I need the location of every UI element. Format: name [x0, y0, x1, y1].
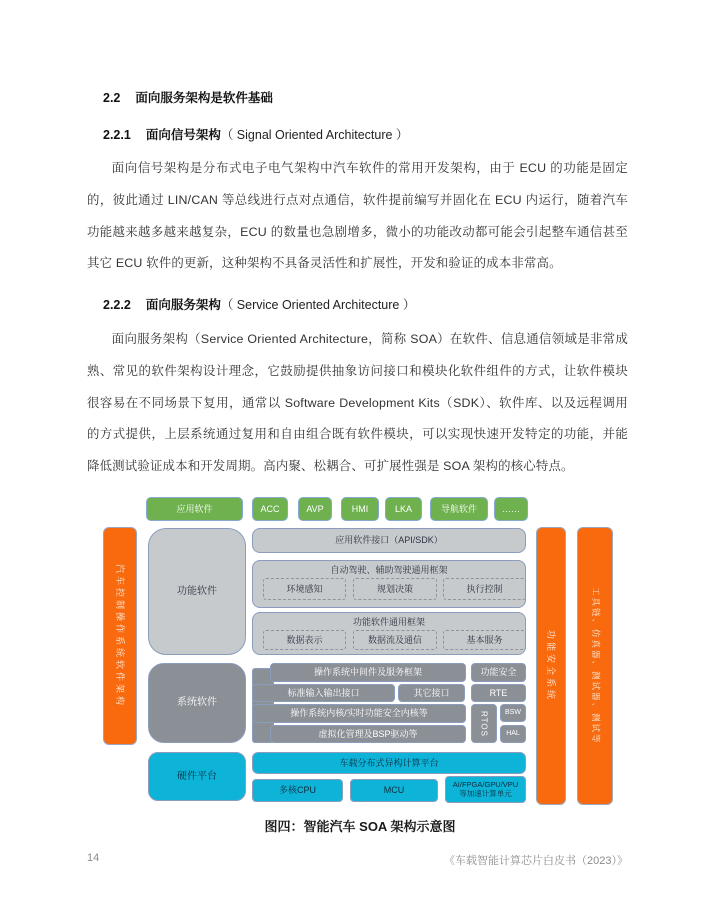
- ai-accelerator-box: AI/FPGA/GPU/VPU 等加速计算单元: [445, 776, 526, 803]
- ad-item-control: 执行控制: [443, 578, 526, 600]
- ad-item-planning: 规划决策: [353, 578, 437, 600]
- layer-system-software: 系统软件: [148, 663, 246, 743]
- section-title-en: （ Service Oriented Architecture ）: [220, 298, 416, 312]
- ad-framework-title: 自动驾驶、辅助驾驶通用框架: [330, 565, 448, 575]
- app-avp-box: AVP: [298, 497, 332, 521]
- app-ellipsis-box: ……: [494, 497, 528, 521]
- app-hmi-box: HMI: [341, 497, 379, 521]
- mcu-box: MCU: [350, 779, 438, 802]
- side-bar-toolchain: 工具链、仿真器、测试器、测试等: [577, 527, 613, 805]
- os-kernel-box: 操作系统内核/实时功能安全内核等: [252, 704, 466, 723]
- section-number: 2.2.1: [103, 128, 131, 142]
- api-sdk-bar: 应用软件接口（API/SDK）: [252, 528, 526, 553]
- layer-hardware-platform: 硬件平台: [148, 752, 246, 801]
- ff-item-data-representation: 数据表示: [263, 630, 346, 650]
- section-title: 面向服务架构: [145, 298, 221, 312]
- section-number: 2.2: [103, 91, 121, 105]
- distributed-computing-platform-box: 车载分布式异构计算平台: [252, 752, 526, 774]
- multicore-cpu-box: 多核CPU: [252, 779, 343, 802]
- ff-item-basic-services: 基本服务: [443, 630, 526, 650]
- virtualization-bsp-box: 虚拟化管理及BSP驱动等: [270, 725, 466, 743]
- hal-box: HAL: [500, 725, 526, 743]
- os-middleware-box: 操作系统中间件及服务框架: [270, 663, 466, 682]
- rte-box: RTE: [471, 684, 526, 702]
- app-navigation-box: 导航软件: [430, 497, 488, 521]
- section-heading-2-2: [103, 88, 273, 106]
- function-framework-title: 功能软件通用框架: [352, 617, 425, 627]
- layer-function-software: 功能软件: [148, 528, 246, 655]
- footer-document-title: 《车载智能计算芯片白皮书（2023）》: [444, 855, 628, 867]
- section-number: 2.2.2: [103, 298, 131, 312]
- section-title: 面向信号架构: [145, 128, 221, 142]
- paragraph-service-architecture: 面向服务架构（Service Oriented Architecture，简称 SOA）在软件、信息通信领域是非常成熟、常见的软件架构设计理念，它鼓励提供抽象访问接口和模块化软件组件的方式，让软件模块很容易在不同场景下复用，通常以 Software Development Kits（SDK）、软件库、以及远程调用的方式提供，上层系统通过复用和自由组合既有软件模块，可以实现快速开发特定的功能，并能降低测试验证成本和开发周期。高内聚、松耦合、可扩展性强是 SOA 架构的核心特点。: [87, 332, 628, 474]
- footer-page-number: 14: [87, 852, 100, 864]
- paragraph-signal-architecture: 面向信号架构是分布式电子电气架构中汽车软件的常用开发架构，由于 ECU 的功能是固定的，彼此通过 LIN/CAN 等总线进行点对点通信，软件提前编写并固化在 ECU 内运行，随着汽车功能越来越多越来越复杂，ECU 的数量也急剧增多，微小的功能改动都可能会引起整车通信甚至其它 ECU 软件的更新，这种架构不具备灵活性和扩展性，开发和验证的成本非常高。: [87, 161, 628, 271]
- standard-io-box: 标准输入输出接口: [252, 684, 395, 702]
- ff-item-dataflow-communication: 数据流及通信: [353, 630, 437, 650]
- app-software-box: 应用软件: [146, 497, 243, 521]
- ad-item-perception: 环境感知: [263, 578, 346, 600]
- soa-architecture-diagram: [100, 496, 620, 808]
- section-title: 面向服务架构是软件基础: [135, 91, 273, 105]
- side-bar-functional-safety-system: 功能安全系统: [536, 527, 566, 805]
- app-lka-box: LKA: [385, 497, 422, 521]
- bsw-box: BSW: [500, 704, 526, 722]
- section-heading-2-2-1: [103, 125, 408, 143]
- rtos-box: RTOS: [471, 704, 497, 743]
- figure-caption: 图四：智能汽车 SOA 架构示意图: [264, 819, 456, 834]
- functional-safety-box: 功能安全: [471, 663, 526, 682]
- section-heading-2-2-2: [103, 295, 415, 313]
- app-acc-box: ACC: [252, 497, 288, 521]
- other-interface-box: 其它接口: [398, 684, 465, 702]
- side-bar-vehicle-control-os: 汽车控制操作系统软件架构: [103, 527, 137, 745]
- section-title-en: （ Signal Oriented Architecture ）: [220, 128, 409, 142]
